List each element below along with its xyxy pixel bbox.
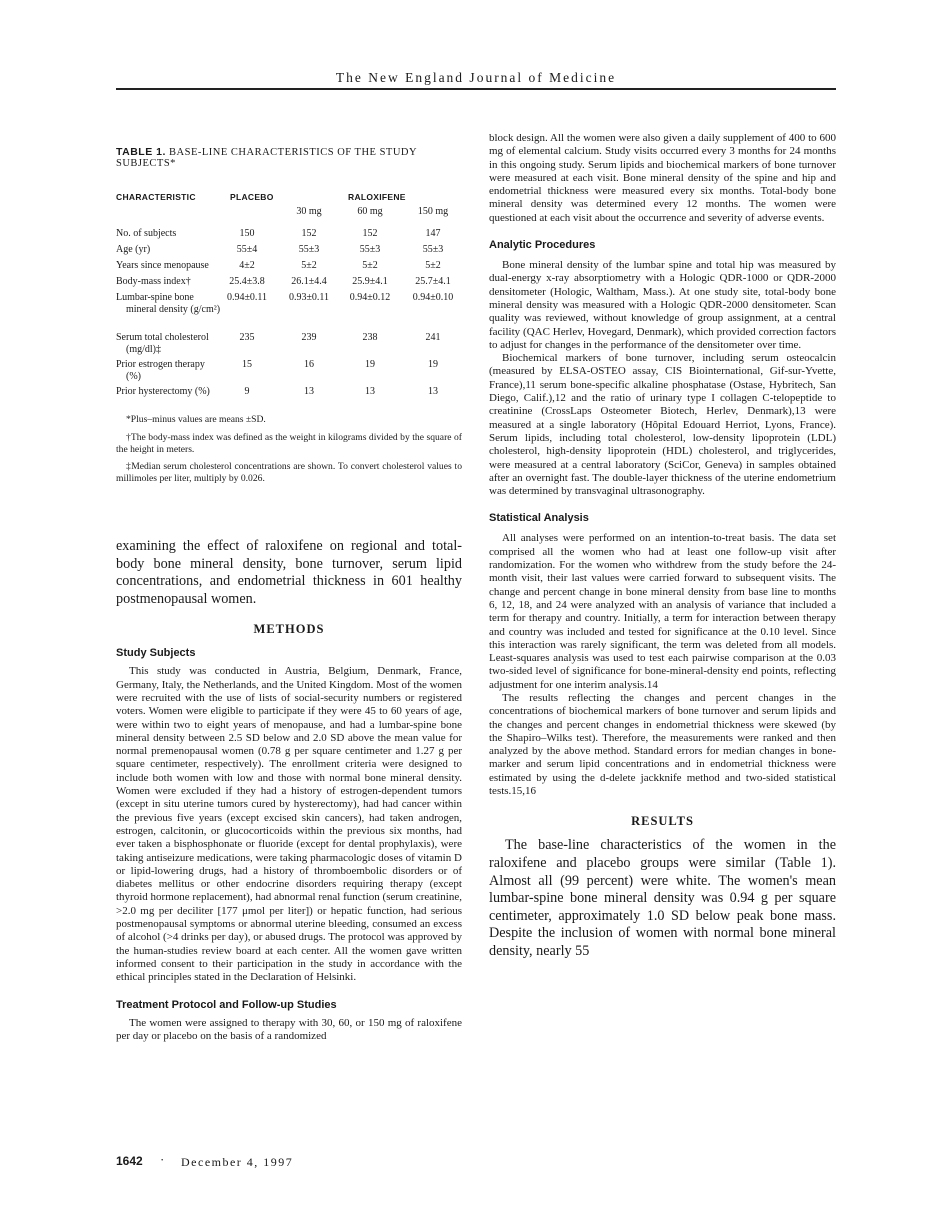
- table-number: TABLE 1.: [116, 146, 166, 158]
- cell-30mg: 152: [301, 228, 317, 239]
- cell-60mg: 238: [362, 332, 378, 343]
- row-label-main: Prior estrogen therapy: [116, 359, 205, 370]
- cell-placebo: 25.4±3.8: [229, 276, 265, 287]
- cell-150mg: 241: [425, 332, 441, 343]
- row-label-main: Serum total cholesterol: [116, 332, 209, 343]
- row-label: Prior hysterectomy (%): [116, 386, 210, 397]
- cell-150mg: 19: [428, 359, 438, 370]
- cell-60mg: 55±3: [359, 244, 381, 255]
- cell-placebo: 235: [239, 332, 255, 343]
- cell-30mg: 5±2: [301, 260, 317, 271]
- footer-separator: ·: [160, 1152, 165, 1167]
- study-subjects-text: This study was conducted in Austria, Belgium, Denmark, France, Germany, Italy, the Netherlands, and the United Kingdom. Most of the women were recruited with the use of lists of social-security numbers or registered voters. Women were eligible to participate if they were 45 to 60 years of age, were within two to eight years of menopause, and had a lumbar-spine bone mineral density between 2.5 SD below and 2.0 SD above the mean value for normal premenopausal women (0.78 g per square centimeter and 1.27 g per square centimeter, respectively). The enrollment criteria were designed to include both women with low and those with normal bone mineral density. Women were excluded if they had a history of estrogen-dependent tumors (except in situ uterine tumors cured by hysterectomy), had had cancer within the previous five years (except excised skin cancers), had taken androgen, estrogen, calcitonin, or glucocorticoids within the previous six months, had ever taken a bisphosphonate or fluoride (except for dental prophylaxis), were taking antiseizure medications, were taking pharmacologic doses of vitamin D or lipid-lowering drugs, had a history of thromboembolic disorders or of diabetes mellitus or other endocrine disorders requiring therapy (except thyroid hormone replacement), had abnormal renal function (serum creatinine, >2.0 mg per deciliter [177 μmol per liter]) or hepatic function, had serious postmenopausal symptoms or abnormal uterine bleeding, consumed an excess of alcohol (>4 drinks per day), or abused drugs. The protocol was approved by the human-studies review board at each center. All the women gave written informed consent to their participation in the study in accordance with the ethical principles stated in the Declaration of Helsinki.: [116, 665, 462, 984]
- cell-60mg: 19: [365, 359, 375, 370]
- cell-150mg: 147: [425, 228, 441, 239]
- issue-date: December 4, 1997: [181, 1155, 294, 1169]
- intro-text: examining the effect of raloxifene on regional and total-body bone mineral density, bone turnover, serum lipid concentrations, and endometrial thickness in 601 healthy postmenopausal women.: [116, 538, 462, 607]
- table-footnote: ‡Median serum cholesterol concentrations are shown. To convert cholesterol values to millimoles per liter, multiply by 0.026.: [116, 461, 462, 484]
- treatment-text: The women were assigned to therapy with 30, 60, or 150 mg of raloxifene per day or placebo on the basis of a randomized: [116, 1016, 462, 1042]
- row-label: Age (yr): [116, 244, 151, 255]
- analytic-heading: Analytic Procedures: [489, 239, 596, 252]
- running-head: The New England Journal of Medicine: [335, 70, 617, 85]
- cell-30mg: 26.1±4.4: [291, 276, 327, 287]
- statistical-paragraph-2: The results reflecting the changes and percent changes in the concentrations of biochemical markers of bone turnover and serum lipids and the changes and percent changes in endometrial thickness were skewed (by the Shapiro–Wilks test). Therefore, the measurements were ranked and then analyzed by the above method. Standard errors for median changes in bone-marker and serum lipid concentrations and in endometrial thickness were estimated by using the d-delete jackknife method and two-sided statistical tests.15,16: [489, 691, 836, 798]
- col-header-placebo: PLACEBO: [230, 192, 274, 202]
- cell-placebo: 4±2: [239, 260, 255, 271]
- cell-60mg: 13: [365, 386, 375, 397]
- cell-30mg: 16: [304, 359, 314, 370]
- cell-placebo: 150: [239, 228, 255, 239]
- analytic-paragraph-2: Biochemical markers of bone turnover, including serum osteocalcin (measured by ELSA-OSTEO assay, CIS Biointernational, Gif-sur-Yvette, France),11 serum bone-specific alkaline phosphatase (Ostase, Hybritech, San Diego, Calif.),12 and the ratio of urinary type I collagen C-telopeptide to creatinine (CrossLaps Osteometer Biotech, Herlev, Denmark),13 were measured at a single laboratory (Hôpital Edouard Herriot, Lyons, France). Serum lipids, including total cholesterol, low-density lipoprotein (LDL) cholesterol, high-density lipoprotein (HDL) cholesterol, and triglycerides, were measured at a central laboratory (SciCor, Geneva) in samples obtained after an overnight fast. The double-layer thickness of the uterine endometrium was determined by transvaginal ultrasonography.: [489, 352, 836, 498]
- right-column: [489, 132, 836, 961]
- cell-placebo: 15: [242, 359, 252, 370]
- cell-150mg: 0.94±0.10: [412, 292, 454, 303]
- table-footnote: *Plus–minus values are means ±SD.: [126, 414, 266, 425]
- row-label-cont: (mg/dl)‡: [126, 343, 161, 355]
- cell-placebo: 0.94±0.11: [226, 292, 268, 303]
- cell-30mg: 0.93±0.11: [288, 292, 330, 303]
- left-column: [116, 538, 462, 1043]
- row-label: Body-mass index†: [116, 276, 191, 287]
- results-heading: RESULTS: [631, 814, 694, 829]
- col-header-raloxifene: RALOXIFENE: [348, 192, 406, 202]
- cell-60mg: 5±2: [362, 260, 378, 271]
- row-label-cont: mineral density (g/cm²): [126, 303, 221, 315]
- cell-60mg: 0.94±0.12: [349, 292, 391, 303]
- cell-30mg: 55±3: [298, 244, 320, 255]
- cell-150mg: 5±2: [425, 260, 441, 271]
- treatment-continued: block design. All the women were also given a daily supplement of 400 to 600 mg of elemental calcium. Study visits occurred every 3 months for 24 months in this ongoing study. Serum lipids and biochemical markers of bone turnover were measured at each visit. Bone mineral density of the spine and hip and endometrial thickness were measured every six months. Total-body bone mineral density was determined every 12 months. The women were questioned at each visit about the occurrence and severity of adverse events.: [489, 132, 836, 224]
- cell-150mg: 55±3: [422, 244, 444, 255]
- study-subjects-heading: Study Subjects: [116, 647, 196, 660]
- results-text: The base-line characteristics of the women in the raloxifene and placebo groups were similar (Table 1). Almost all (99 percent) were white. The women's mean lumbar-spine bone mineral density was 0.94 g per square centimeter, approximately 1.0 SD below peak bone mass. Despite the inclusion of women with normal bone mineral density, nearly 55: [489, 837, 836, 959]
- cell-150mg: 25.7±4.1: [415, 276, 451, 287]
- statistical-paragraph-1: All analyses were performed on an intention-to-treat basis. The data set comprised all the women who had at least one follow-up visit after randomization. For the women who withdrew from the study before the 24-month visit, their last values were carried forward to subsequent visits. The change and percent change in bone mineral density from base line to months 6, 12, 18, and 24 were analyzed with an analysis of variance that included a term for therapy and country. Initially, a term for interaction between therapy and country was included and tested for significance at the 0.10 level. Since this interaction was rarely significant, the term was deleted from all models. Least-squares analysis was used to test each pairwise comparison at the 0.03 two-sided level of significance for bone-mineral-density end points, reflecting adjustment for one interim analysis.14: [489, 532, 836, 691]
- treatment-heading: Treatment Protocol and Follow-up Studies: [116, 998, 337, 1011]
- dose-30: 30 mg: [296, 206, 322, 217]
- table-title: [116, 146, 462, 169]
- row-label: [116, 359, 224, 382]
- cell-30mg: 239: [301, 332, 317, 343]
- header-rule: [116, 88, 836, 90]
- cell-60mg: 25.9±4.1: [352, 276, 388, 287]
- table-footnote: †The body-mass index was defined as the weight in kilograms divided by the square of the height in meters.: [116, 432, 462, 455]
- dose-150: 150 mg: [417, 206, 449, 217]
- cell-150mg: 13: [428, 386, 438, 397]
- cell-placebo: 9: [244, 386, 250, 397]
- row-label: [116, 292, 224, 315]
- methods-heading: METHODS: [253, 622, 325, 637]
- statistical-heading: Statistical Analysis: [489, 512, 589, 525]
- page-number: 1642: [116, 1154, 143, 1168]
- row-label-cont: (%): [126, 370, 141, 382]
- row-label: Years since menopause: [116, 260, 209, 271]
- row-label-main: Lumbar-spine bone: [116, 292, 194, 303]
- table-caption: BASE-LINE CHARACTERISTICS OF THE STUDY SUBJECTS*: [116, 147, 417, 169]
- cell-60mg: 152: [362, 228, 378, 239]
- dose-60: 60 mg: [357, 206, 383, 217]
- analytic-paragraph-1: Bone mineral density of the lumbar spine and total hip was measured by dual-energy x-ray absorptiometry with a Hologic QDR-1000 or QDR-2000 densitometer (Hologic, Waltham, Mass.). At one study site, total-body bone mineral density was measured with a Hologic QDR-2000 densitometer. Scan quality was reviewed, without knowledge of group assignment, at a central facility (QAC Herlev, Hovegard, Denmark), which provided correction factors to adjust for changes in the performance of the densitometer over time.: [489, 259, 836, 351]
- cell-placebo: 55±4: [236, 244, 258, 255]
- cell-30mg: 13: [304, 386, 314, 397]
- row-label: No. of subjects: [116, 228, 177, 239]
- col-header-characteristic: CHARACTERISTIC: [116, 192, 196, 202]
